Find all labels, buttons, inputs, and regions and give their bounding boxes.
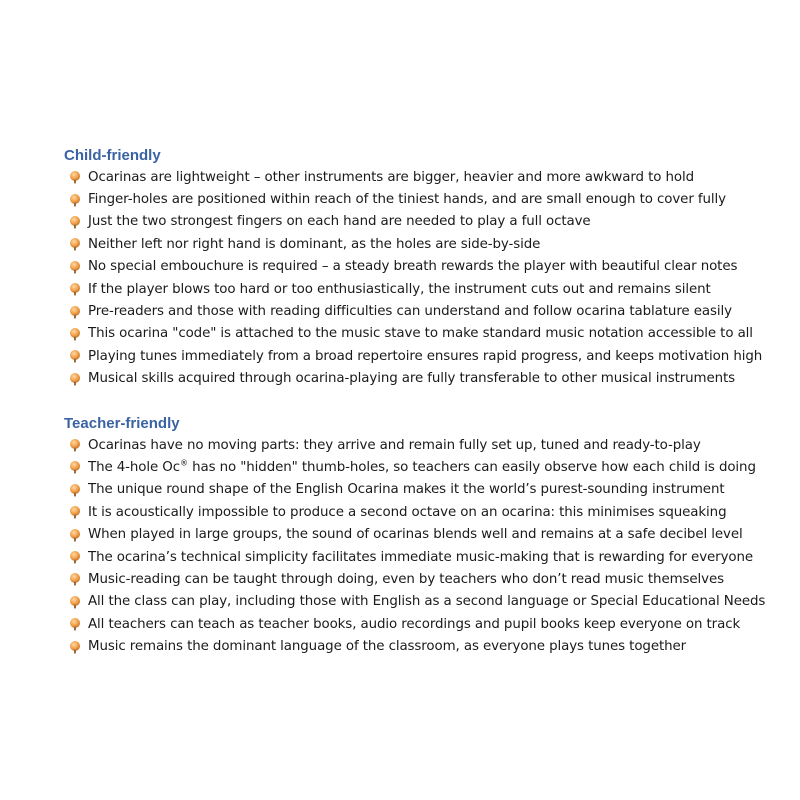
list-item xyxy=(64,591,764,613)
list-item-text: Neither left nor right hand is dominant, as the holes are side-by-side xyxy=(88,236,541,252)
list-item xyxy=(64,546,764,568)
list-item-text: Finger-holes are positioned within reach of the tiniest hands, and are small enough to cover fully xyxy=(88,192,726,208)
ocarina-bullet-icon xyxy=(68,170,82,184)
list-item xyxy=(64,278,764,300)
list-item xyxy=(64,568,764,590)
list-item-text: This ocarina "code" is attached to the music stave to make standard music notation accessible to all xyxy=(88,326,753,342)
list-item xyxy=(64,211,764,233)
section-title-child-friendly: Child-friendly xyxy=(64,147,161,164)
list-item xyxy=(64,256,764,278)
list-item-text: Musical skills acquired through ocarina-playing are fully transferable to other musical instruments xyxy=(88,371,736,387)
section-teacher-friendly xyxy=(64,414,764,658)
list-item xyxy=(64,501,764,523)
list-item-text: Music-reading can be taught through doing, even by teachers who don’t read music themselves xyxy=(88,571,725,587)
list-item-text: Pre-readers and those with reading difficulties can understand and follow ocarina tablature easily xyxy=(88,304,732,320)
section-child-friendly xyxy=(64,146,764,390)
list-item-text: The ocarina’s technical simplicity facilitates immediate music-making that is rewarding for everyone xyxy=(88,549,754,565)
ocarina-bullet-icon xyxy=(68,595,82,609)
list-item-text: Music remains the dominant language of the classroom, as everyone plays tunes together xyxy=(88,639,687,655)
list-item-text: Ocarinas are lightweight – other instruments are bigger, heavier and more awkward to hold xyxy=(88,169,694,185)
ocarina-bullet-icon xyxy=(68,640,82,654)
list-item xyxy=(64,523,764,545)
list-item-text: The 4-hole Oc® has no "hidden" thumb-holes, so teachers can easily observe how each child is doing xyxy=(88,458,756,475)
ocarina-bullet-icon xyxy=(68,237,82,251)
list-item xyxy=(64,635,764,657)
list-item-text: Just the two strongest fingers on each hand are needed to play a full octave xyxy=(88,214,591,230)
list-item xyxy=(64,368,764,390)
list-item xyxy=(64,434,764,456)
ocarina-bullet-icon xyxy=(68,282,82,296)
document-body xyxy=(64,146,764,658)
ocarina-bullet-icon xyxy=(68,215,82,229)
ocarina-bullet-icon xyxy=(68,550,82,564)
list-item-text: The unique round shape of the English Ocarina makes it the world’s purest-sounding instrument xyxy=(88,482,725,498)
list-item xyxy=(64,345,764,367)
ocarina-bullet-icon xyxy=(68,349,82,363)
ocarina-bullet-icon xyxy=(68,483,82,497)
ocarina-bullet-icon xyxy=(68,505,82,519)
list-item xyxy=(64,613,764,635)
list-item xyxy=(64,300,764,322)
list-item-text: If the player blows too hard or too enthusiastically, the instrument cuts out and remains silent xyxy=(88,281,711,297)
list-item-text: All teachers can teach as teacher books, audio recordings and pupil books keep everyone on track xyxy=(88,616,741,632)
ocarina-bullet-icon xyxy=(68,193,82,207)
list-item xyxy=(64,323,764,345)
list-item-text: No special embouchure is required – a steady breath rewards the player with beautiful clear notes xyxy=(88,259,738,275)
ocarina-bullet-icon xyxy=(68,260,82,274)
list-item xyxy=(64,166,764,188)
section-title-teacher-friendly: Teacher-friendly xyxy=(64,414,180,432)
list-item-text: Playing tunes immediately from a broad repertoire ensures rapid progress, and keeps motivation high xyxy=(88,348,763,364)
list-item-text: When played in large groups, the sound of ocarinas blends well and remains at a safe decibel level xyxy=(88,527,743,543)
ocarina-bullet-icon xyxy=(68,460,82,474)
list-item xyxy=(64,479,764,501)
ocarina-bullet-icon xyxy=(68,617,82,631)
child-friendly-list xyxy=(64,166,764,390)
ocarina-bullet-icon xyxy=(68,372,82,386)
list-item-text: It is acoustically impossible to produce a second octave on an ocarina: this minimises squeaking xyxy=(88,504,727,520)
list-item xyxy=(64,188,764,210)
ocarina-bullet-icon xyxy=(68,438,82,452)
ocarina-bullet-icon xyxy=(68,528,82,542)
list-item-text: All the class can play, including those with English as a second language or Special Educational Needs xyxy=(88,594,766,610)
teacher-friendly-list xyxy=(64,434,764,658)
ocarina-bullet-icon xyxy=(68,305,82,319)
ocarina-bullet-icon xyxy=(68,572,82,586)
list-item-text: Ocarinas have no moving parts: they arrive and remain fully set up, tuned and ready-to-play xyxy=(88,437,701,453)
list-item xyxy=(64,233,764,255)
list-item xyxy=(64,456,764,478)
ocarina-bullet-icon xyxy=(68,327,82,341)
